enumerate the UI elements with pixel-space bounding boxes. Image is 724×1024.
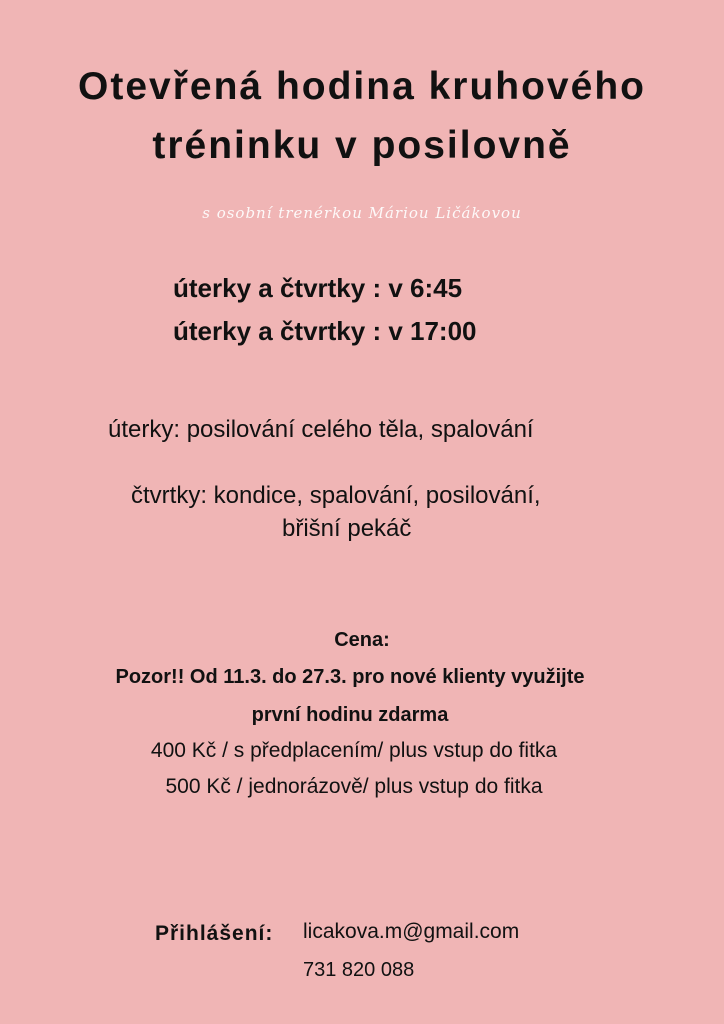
program-tuesday: úterky: posilování celého těla, spalování	[108, 416, 534, 443]
program-thursday-line-1: čtvrtky: kondice, spalování, posilování,	[131, 482, 541, 509]
schedule-time-morning: úterky a čtvrtky : v 6:45	[173, 273, 463, 303]
poster-title-line-2: tréninku v posilovně	[152, 124, 572, 167]
program-thursday-line-2: břišní pekáč	[282, 515, 412, 542]
price-option-prepaid: 400 Kč / s předplacením/ plus vstup do fitka	[150, 739, 558, 762]
promo-line-1: Pozor!! Od 11.3. do 27.3. pro nové klienty využijte	[115, 666, 585, 688]
promo-line-2: první hodinu zdarma	[251, 704, 449, 726]
contact-phone: 731 820 088	[303, 959, 415, 981]
schedule-time-evening: úterky a čtvrtky : v 17:00	[173, 316, 477, 346]
poster-title-line-1: Otevřená hodina kruhového	[78, 65, 646, 108]
price-option-single: 500 Kč / jednorázově/ plus vstup do fitka	[165, 775, 543, 798]
trainer-subtitle: s osobní trenérkou Máriou Ličákovou	[202, 204, 522, 222]
signup-label: Přihlášení:	[155, 922, 274, 945]
price-heading: Cena:	[334, 629, 390, 651]
contact-email: licakova.m@gmail.com	[303, 920, 520, 943]
